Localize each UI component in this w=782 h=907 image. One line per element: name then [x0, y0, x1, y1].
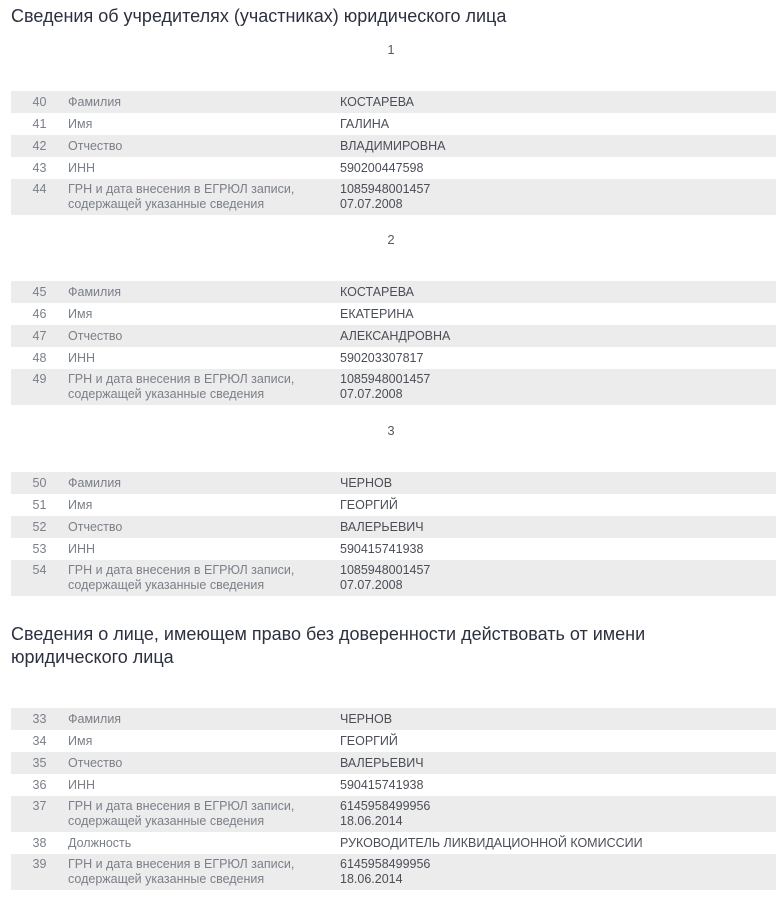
row-number: 33 [32, 712, 47, 726]
row-label-line: содержащей указанные сведения [68, 814, 265, 828]
table-row [11, 796, 776, 832]
representative-table [11, 708, 776, 890]
row-label: Фамилия [68, 711, 122, 726]
table-row [11, 538, 776, 560]
row-label: Имя [68, 116, 93, 131]
row-label-line: ГРН и дата внесения в ЕГРЮЛ записи, [68, 563, 295, 577]
row-number: 37 [32, 799, 47, 813]
row-label [68, 854, 340, 890]
row-number: 39 [32, 857, 47, 871]
row-number: 42 [32, 139, 47, 153]
row-label-line: содержащей указанные сведения [68, 197, 265, 211]
founder-number: 2 [387, 232, 395, 247]
date-value: 18.06.2014 [340, 814, 403, 828]
table-row [11, 179, 776, 215]
table-row [11, 113, 776, 135]
row-number: 51 [32, 498, 47, 512]
date-value: 18.06.2014 [340, 872, 403, 886]
row-label: Отчество [68, 755, 123, 770]
table-row [11, 325, 776, 347]
title-line: Сведения о лице, имеющем право без доверенности действовать от имени [11, 624, 646, 644]
row-label: Отчество [68, 138, 123, 153]
row-value [340, 179, 776, 215]
row-number: 41 [32, 117, 47, 131]
table-row [11, 347, 776, 369]
row-label: ИНН [68, 541, 96, 556]
row-number: 47 [32, 329, 47, 343]
row-number: 52 [32, 520, 47, 534]
founder-number: 1 [387, 42, 395, 57]
table-row [11, 730, 776, 752]
row-value: ВАЛЕРЬЕВИЧ [340, 755, 424, 770]
table-row [11, 303, 776, 325]
row-label: ИНН [68, 777, 96, 792]
table-row [11, 516, 776, 538]
founder-table [11, 91, 776, 215]
table-row [11, 135, 776, 157]
row-value: КОСТАРЕВА [340, 94, 414, 109]
title-line: юридического лица [11, 647, 174, 667]
row-value: ЕКАТЕРИНА [340, 306, 414, 321]
row-value: ЧЕРНОВ [340, 475, 393, 490]
row-number: 48 [32, 351, 47, 365]
row-value: РУКОВОДИТЕЛЬ ЛИКВИДАЦИОННОЙ КОМИССИИ [340, 835, 643, 850]
row-number: 53 [32, 542, 47, 556]
row-value: ГЕОРГИЙ [340, 497, 398, 512]
date-value: 07.07.2008 [340, 578, 403, 592]
row-label: Фамилия [68, 475, 122, 490]
row-value [340, 560, 776, 596]
row-label-line: ГРН и дата внесения в ЕГРЮЛ записи, [68, 372, 295, 386]
row-number: 54 [32, 563, 47, 577]
table-row [11, 157, 776, 179]
row-value: 590415741938 [340, 541, 424, 556]
row-value [340, 796, 776, 832]
row-label: ИНН [68, 160, 96, 175]
table-row [11, 560, 776, 596]
row-value: ГАЛИНА [340, 116, 390, 131]
row-label: Имя [68, 497, 93, 512]
grn-value: 1085948001457 [340, 182, 431, 196]
row-label-line: содержащей указанные сведения [68, 872, 265, 886]
row-number: 44 [32, 182, 47, 196]
row-value [340, 854, 776, 890]
row-value: 590200447598 [340, 160, 424, 175]
founders-section-title: Сведения об учредителях (участниках) юридического лица [11, 6, 507, 26]
row-label-line: содержащей указанные сведения [68, 387, 265, 401]
row-number: 43 [32, 161, 47, 175]
row-label-line: ГРН и дата внесения в ЕГРЮЛ записи, [68, 857, 295, 871]
row-number: 35 [32, 756, 47, 770]
row-value: 590203307817 [340, 350, 424, 365]
row-label [68, 369, 340, 405]
row-label: Фамилия [68, 284, 122, 299]
row-label: Отчество [68, 328, 123, 343]
founder-number: 3 [387, 423, 395, 438]
row-label-line: содержащей указанные сведения [68, 578, 265, 592]
table-row [11, 854, 776, 890]
table-row [11, 281, 776, 303]
row-value [340, 369, 776, 405]
table-row [11, 708, 776, 730]
row-number: 34 [32, 734, 47, 748]
row-label: Фамилия [68, 94, 122, 109]
row-value: ВАЛЕРЬЕВИЧ [340, 519, 424, 534]
founder-table [11, 281, 776, 405]
table-row [11, 472, 776, 494]
row-value: КОСТАРЕВА [340, 284, 414, 299]
row-label [68, 796, 340, 832]
row-number: 50 [32, 476, 47, 490]
row-value: ВЛАДИМИРОВНА [340, 138, 446, 153]
date-value: 07.07.2008 [340, 387, 403, 401]
table-row [11, 91, 776, 113]
row-label: Отчество [68, 519, 123, 534]
row-value: ЧЕРНОВ [340, 711, 393, 726]
row-number: 45 [32, 285, 47, 299]
row-label: Имя [68, 733, 93, 748]
row-label [68, 179, 340, 215]
table-row [11, 752, 776, 774]
grn-value: 6145958499956 [340, 857, 431, 871]
table-row [11, 774, 776, 796]
row-label-line: ГРН и дата внесения в ЕГРЮЛ записи, [68, 799, 295, 813]
row-value: АЛЕКСАНДРОВНА [340, 328, 451, 343]
founder-table [11, 472, 776, 596]
table-row [11, 832, 776, 854]
date-value: 07.07.2008 [340, 197, 403, 211]
grn-value: 6145958499956 [340, 799, 431, 813]
grn-value: 1085948001457 [340, 563, 431, 577]
row-label: Имя [68, 306, 93, 321]
grn-value: 1085948001457 [340, 372, 431, 386]
row-value: ГЕОРГИЙ [340, 733, 398, 748]
row-number: 46 [32, 307, 47, 321]
row-number: 40 [32, 95, 47, 109]
row-label: Должность [68, 835, 132, 850]
representative-section-title [11, 623, 645, 669]
row-label: ИНН [68, 350, 96, 365]
row-number: 38 [32, 836, 47, 850]
row-label-line: ГРН и дата внесения в ЕГРЮЛ записи, [68, 182, 295, 196]
table-row [11, 369, 776, 405]
row-number: 36 [32, 778, 47, 792]
row-label [68, 560, 340, 596]
table-row [11, 494, 776, 516]
row-number: 49 [32, 372, 47, 386]
row-value: 590415741938 [340, 777, 424, 792]
